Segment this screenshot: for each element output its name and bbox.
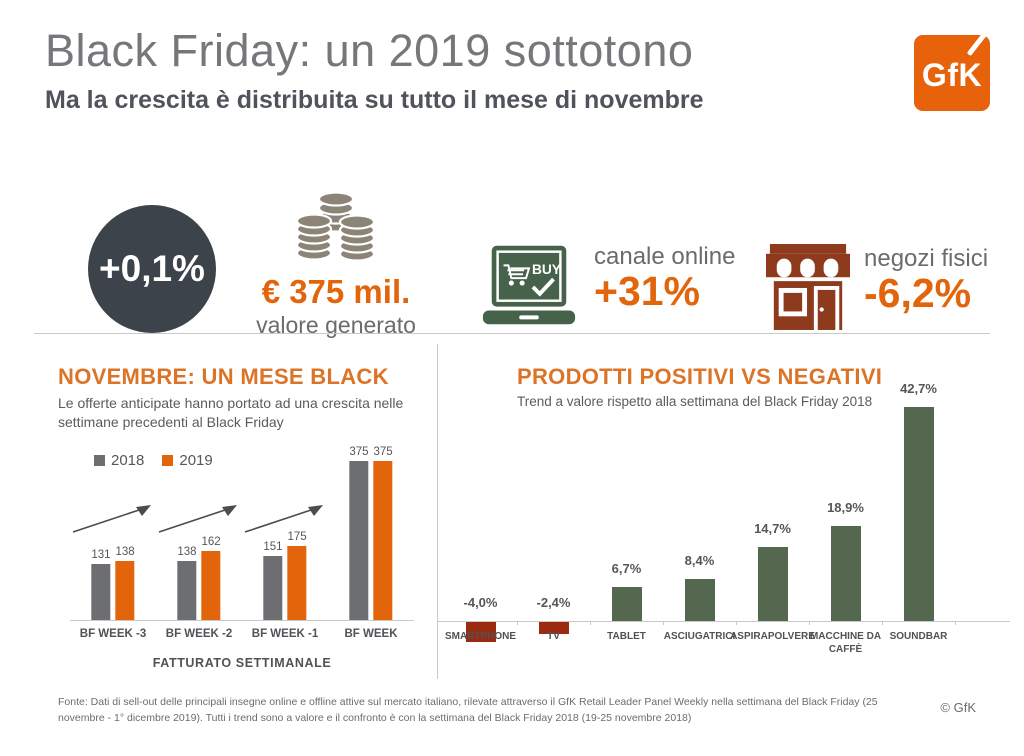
bar <box>263 556 282 620</box>
weekly-x-axis-labels <box>70 628 414 640</box>
products-chart-subtitle: Trend a valore rispetto alla settimana del Black Friday 2018 <box>517 394 873 409</box>
logo-text: GfK <box>921 56 983 93</box>
x-axis-category: ASPIRAPOLVERE <box>730 631 815 642</box>
bar <box>685 579 715 621</box>
source-note: Fonte: Dati di sell-out delle principali insegne online e offline attive sul mercato italiano, rilevate attraverso il GfK Retail Leader Panel Weekly nella settimana del Black Friday (25 novembre - 1° dicembre 2019). Tutti i trend sono a valore e il confronto è con la settimana del Black Friday 2018 (19-25 novembre 2018) <box>58 696 878 724</box>
products-chart-title: PRODOTTI POSITIVI VS NEGATIVI <box>517 364 883 389</box>
online-channel-value: +31% <box>594 268 701 314</box>
bar-value-label: 138 <box>115 546 135 558</box>
bar-group <box>328 436 414 620</box>
bar-with-label <box>116 546 135 620</box>
bar-value-label: -4,0% <box>463 595 498 610</box>
bar <box>177 561 196 620</box>
x-axis-category: TABLET <box>607 631 646 642</box>
x-axis-category: BF WEEK -1 <box>251 628 319 640</box>
coins-icon <box>290 189 382 263</box>
bar-value-label: 42,7% <box>900 381 937 396</box>
bar <box>758 547 788 621</box>
charts-section <box>34 333 990 685</box>
bar-value-label: 151 <box>263 541 283 553</box>
storefront-icon <box>766 243 850 331</box>
x-axis-category: BF WEEK -3 <box>79 628 147 640</box>
bar-with-label <box>349 446 368 620</box>
copyright: © GfK <box>940 700 976 715</box>
generated-value-amount: € 375 mil. <box>261 273 411 310</box>
online-channel-text <box>594 241 735 331</box>
bar-with-label <box>374 446 393 620</box>
weekly-chart-title: NOVEMBRE: UN MESE BLACK <box>58 364 389 389</box>
bar <box>202 551 221 620</box>
legend-label: 2018 <box>111 452 145 469</box>
bar-with-label <box>91 549 110 620</box>
bar-value-label: 162 <box>201 536 221 548</box>
buy-label: BUY <box>531 262 561 278</box>
bar-value-label: 18,9% <box>827 500 864 515</box>
key-stats-row <box>0 163 1024 338</box>
x-axis-category: SMARTPHONE <box>444 631 517 642</box>
x-axis-category: BF WEEK -2 <box>165 628 233 640</box>
x-axis-category: ASCIUGATRICI <box>663 631 736 642</box>
physical-stores-block <box>766 243 988 331</box>
product-column <box>809 406 882 686</box>
bar-with-label <box>202 536 221 620</box>
product-column <box>590 406 663 686</box>
product-column <box>444 406 517 686</box>
bar <box>831 526 861 621</box>
bar-value-label: 8,4% <box>684 553 715 568</box>
weekly-bar-chart <box>70 436 414 621</box>
page-title: Black Friday: un 2019 sottotono <box>45 25 694 76</box>
bar-pair <box>263 531 306 620</box>
x-axis-category: SOUNDBAR <box>889 631 948 642</box>
bar-value-label: 375 <box>373 446 393 458</box>
bar <box>612 587 642 621</box>
product-column <box>663 406 736 686</box>
physical-stores-text <box>864 243 988 331</box>
page-subtitle: Ma la crescita è distribuita su tutto il mese di novembre <box>45 86 704 115</box>
laptop-shopping-icon <box>478 241 580 331</box>
physical-stores-value: -6,2% <box>864 270 972 316</box>
bar-value-label: 175 <box>287 531 307 543</box>
growth-arrow-icon <box>67 498 159 543</box>
bar-with-label <box>177 546 196 620</box>
bar-value-label: 6,7% <box>611 561 642 576</box>
online-channel-block <box>478 241 735 331</box>
bar-value-label: 375 <box>349 446 369 458</box>
total-growth-value: +0,1% <box>99 248 205 289</box>
bar <box>91 564 110 620</box>
online-channel-label: canale online <box>594 243 736 270</box>
bar-with-label <box>288 531 307 620</box>
x-axis-category: TV <box>547 631 560 642</box>
bar-pair <box>349 446 392 620</box>
bar <box>349 461 368 620</box>
weekly-x-axis-title: FATTURATO SETTIMANALE <box>152 656 332 670</box>
vertical-divider <box>437 344 438 679</box>
bar-pair <box>177 536 220 620</box>
product-column <box>517 406 590 686</box>
generated-value-caption: valore generato <box>256 312 416 338</box>
bar <box>374 461 393 620</box>
bar-value-label: -2,4% <box>536 595 571 610</box>
bar <box>116 561 135 620</box>
bar-group <box>70 436 156 620</box>
bar-pair <box>91 546 134 620</box>
x-axis-category: BF WEEK <box>344 628 398 640</box>
physical-stores-label: negozi fisici <box>864 245 989 272</box>
gfk-logo <box>914 35 990 111</box>
legend-label: 2019 <box>179 452 213 469</box>
x-axis-category: MACCHINE DA CAFFÈ <box>809 631 882 655</box>
footer <box>58 695 990 727</box>
generated-value-block <box>238 189 434 339</box>
weekly-chart-subtitle: Le offerte anticipate hanno portato ad una crescita nelle settimane precedenti al Black Friday <box>58 395 404 430</box>
bar-with-label <box>263 541 282 620</box>
bar-value-label: 131 <box>91 549 111 561</box>
bar <box>288 546 307 620</box>
bar-group <box>242 436 328 620</box>
product-column <box>882 381 955 686</box>
bar-value-label: 138 <box>177 546 197 558</box>
total-growth-badge <box>88 205 216 333</box>
header <box>0 0 1024 121</box>
bar-value-label: 14,7% <box>754 521 791 536</box>
bar <box>904 407 934 621</box>
bar-group <box>156 436 242 620</box>
